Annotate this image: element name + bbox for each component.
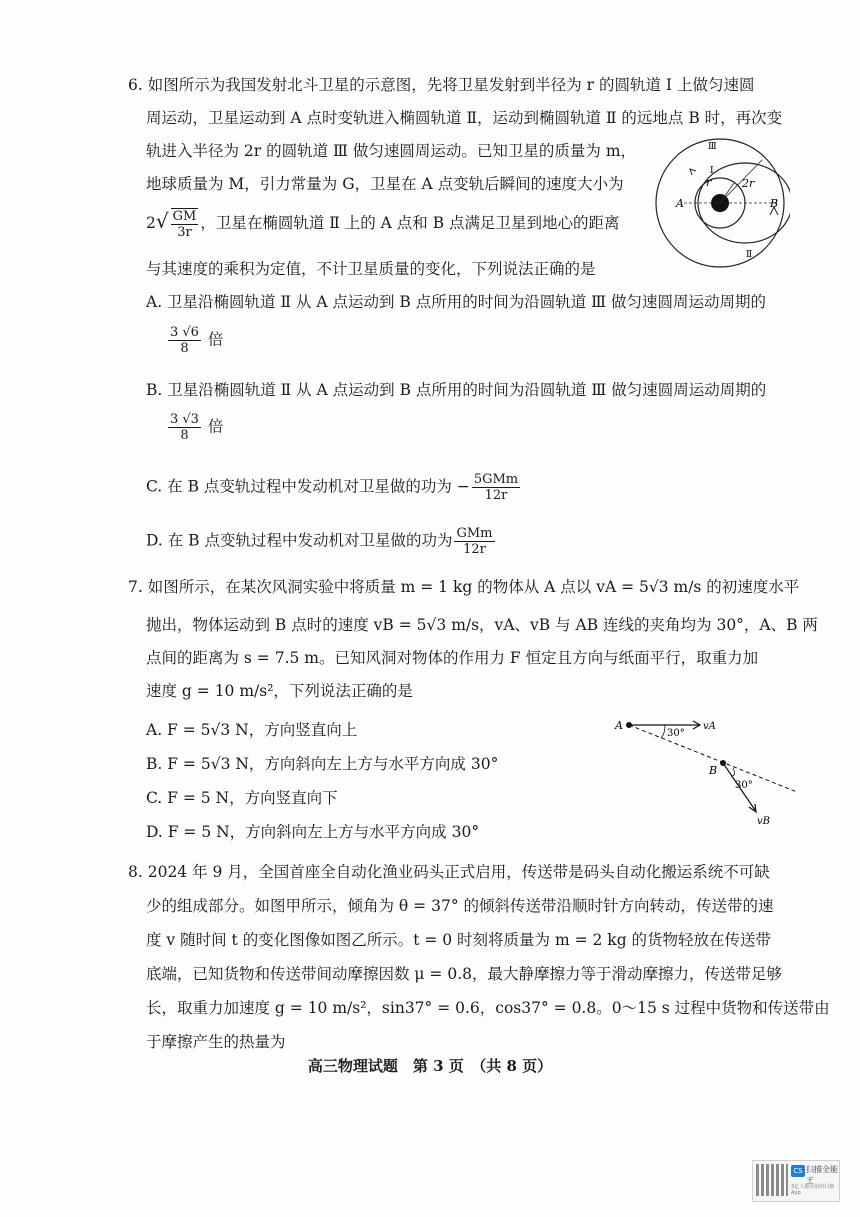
label-a: A [615, 719, 623, 732]
label-a: A [676, 197, 684, 210]
q6-option-a-factor [166, 325, 223, 356]
q6-option-b-den: 8 [180, 428, 189, 443]
line-ab [629, 725, 797, 792]
q6-option-c-text: C. 在 B 点变轨过程中发动机对卫星做的功为 − [146, 477, 470, 496]
q6-line5: 2√ $\frac{GM}{3r}$ ，卫星在椭圆轨道 Ⅱ 上的 A 点和 B 点满足卫星到地心的距离 [146, 209, 620, 240]
q6-option-c [146, 472, 522, 503]
q7-line4: 速度 g = 10 m/s²，下列说法正确的是 [146, 682, 413, 700]
q6-line4: 地球质量为 M，引力常量为 G，卫星在 A 点变轨后瞬间的速度大小为 [146, 175, 624, 193]
q7-option-c: C. F = 5 N，方向竖直向下 [146, 789, 338, 807]
q7-option-d: D. F = 5 N，方向斜向左上方与水平方向成 30° [146, 823, 480, 841]
q6-line1: 6. 如图所示为我国发射北斗卫星的示意图，先将卫星发射到半径为 r 的圆轨道 Ⅰ 上做匀速圆 [128, 76, 755, 94]
label-orbit-i: Ⅰ [710, 166, 714, 176]
watermark-title: 扫描全能王 [806, 1165, 838, 1185]
q6-option-b-tail: 倍 [207, 417, 224, 436]
q8-line1: 8. 2024 年 9 月，全国首座全自动化渔业码头正式启用，传送带是码头自动化搬运系统不可缺 [128, 863, 770, 881]
q8-line6: 于摩擦产生的热量为 [146, 1033, 286, 1051]
q7-line1: 7. 如图所示，在某次风洞实验中将质量 m = 1 kg 的物体从 A 点以 vA = 5√3 m/s 的初速度水平 [128, 578, 800, 596]
q6-option-d [146, 526, 497, 557]
q6-option-a: A. 卫星沿椭圆轨道 Ⅱ 从 A 点运动到 B 点所用的时间为沿圆轨道 Ⅲ 做匀速圆周运动周期的 [146, 293, 767, 311]
q6-line5-rest: ，卫星在椭圆轨道 Ⅱ 上的 A 点和 B 点满足卫星到地心的距离 [200, 214, 620, 232]
label-orbit-iii: Ⅲ [708, 142, 717, 152]
q6-option-a-den: 8 [180, 341, 189, 356]
label-va: vA [703, 721, 716, 732]
q6-option-b-factor [166, 412, 223, 443]
q6-option-d-text: D. 在 B 点变轨过程中发动机对卫星做的功为 [146, 531, 453, 550]
q7-trajectory-figure [605, 710, 805, 830]
q6-option-b-num: 3 √3 [170, 412, 199, 427]
q7-line3: 点间的距离为 s = 7.5 m。已知风洞对物体的作用力 F 恒定且方向与纸面平行，取重力加 [146, 649, 759, 667]
q6-option-d-num: GMm [456, 526, 493, 541]
q6-speed-numerator: GM [172, 209, 197, 224]
q8-line4: 底端，已知货物和传送带间动摩擦因数 μ = 0.8，最大静摩擦力等于滑动摩擦力，传送带足够 [146, 965, 782, 983]
label-r: r [706, 176, 712, 189]
scanner-watermark [752, 1160, 840, 1202]
q6-option-d-den: 12r [463, 542, 486, 557]
q6-option-a-tail: 倍 [207, 330, 224, 349]
q8-line3: 度 v 随时间 t 的变化图像如图乙所示。t = 0 时刻将质量为 m = 2 kg 的货物轻放在传送带 [146, 931, 772, 949]
angle-arc-a [661, 725, 665, 738]
arrow-icon [749, 804, 756, 812]
q6-option-c-den: 12r [484, 488, 508, 503]
watermark-badge: CS [791, 1165, 805, 1177]
q6-option-b: B. 卫星沿椭圆轨道 Ⅱ 从 A 点运动到 B 点所用的时间为沿圆轨道 Ⅲ 做匀速圆周运动周期的 [146, 381, 767, 399]
watermark-subtitle: 3亿人都在用的扫描App [791, 1184, 835, 1196]
page-footer: 高三物理试题 第 3 页 （共 8 页） [307, 1057, 553, 1075]
q6-line2: 周运动，卫星运动到 A 点时变轨进入椭圆轨道 Ⅱ，运动到椭圆轨道 Ⅱ 的远地点 B 时，再次变 [146, 109, 783, 127]
q6-speed-coefficient: 2 [146, 214, 156, 232]
qr-code-icon [756, 1164, 788, 1196]
q7-option-a: A. F = 5√3 N，方向竖直向上 [146, 721, 358, 739]
q6-option-c-num: 5GMm [473, 472, 519, 487]
q6-orbit-figure [650, 135, 790, 275]
label-angle-a: 30° [667, 728, 685, 739]
q6-speed-denominator: 3r [177, 225, 192, 240]
arrow-icon [690, 169, 696, 175]
label-b: B [709, 764, 718, 777]
q8-line2: 少的组成部分。如图甲所示，倾角为 θ = 37° 的倾斜传送带沿顺时针方向转动，传送带的速 [146, 897, 774, 915]
label-angle-b: 30° [735, 780, 753, 791]
label-b: B [770, 197, 779, 210]
q6-option-a-num: 3 √6 [170, 325, 199, 340]
label-orbit-ii: Ⅱ [746, 250, 753, 260]
q7-line2: 抛出，物体运动到 B 点时的速度 vB = 5√3 m/s，vA、vB 与 AB 连线的夹角均为 30°，A、B 两 [146, 616, 818, 634]
q6-line3: 轨进入半径为 2r 的圆轨道 Ⅲ 做匀速圆周运动。已知卫星的质量为 m， [146, 142, 637, 160]
label-2r: 2r [742, 177, 755, 190]
q7-option-b: B. F = 5√3 N，方向斜向左上方与水平方向成 30° [146, 755, 499, 773]
q8-line5: 长，取重力加速度 g = 10 m/s²，sin37° = 0.6，cos37° = 0.8。0～15 s 过程中货物和传送带由 [146, 999, 830, 1017]
q6-line6: 与其速度的乘积为定值，不计卫星质量的变化，下列说法正确的是 [146, 260, 596, 278]
label-vb: vB [757, 816, 770, 827]
